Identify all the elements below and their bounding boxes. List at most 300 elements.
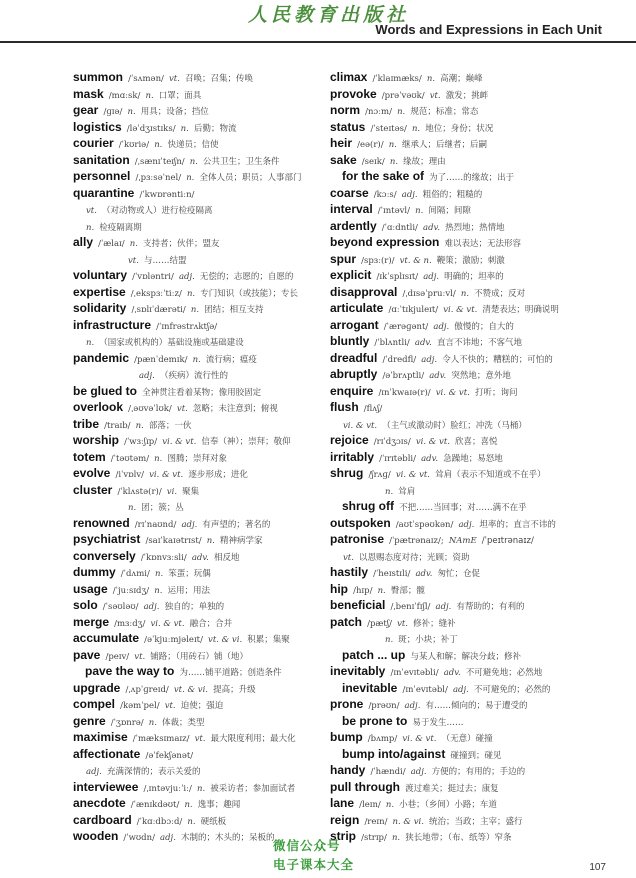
- watermark-line-1: 微信公众号: [273, 838, 341, 853]
- phonetic: /kɔːs/: [373, 189, 397, 200]
- part-of-speech: adv.: [421, 453, 439, 464]
- headword: accumulate: [73, 631, 140, 645]
- part-of-speech: vt.: [397, 618, 409, 629]
- part-of-speech: adj.: [139, 371, 155, 381]
- definition: 不赞成；反对: [474, 288, 526, 299]
- headword: norm: [330, 103, 360, 117]
- phonetic: /ˈælaɪ/: [98, 239, 125, 249]
- part-of-speech: n.: [184, 800, 193, 810]
- headword: spur: [330, 251, 357, 266]
- glossary-entry: [73, 712, 343, 729]
- definition: 充满深情的；表示关爱的: [106, 767, 201, 777]
- glossary-entry: [330, 761, 600, 778]
- definition: 笨蛋；玩偶: [168, 569, 211, 579]
- part-of-speech: n.: [154, 140, 163, 150]
- headword: handy: [330, 763, 366, 777]
- headword: patch: [330, 614, 363, 629]
- phonetic: /ˈdʌmi/: [120, 569, 150, 579]
- phonetic: /flʌʃ/: [363, 404, 383, 414]
- headword: irritably: [330, 449, 375, 464]
- phonetic: /ˈheɪstɪli/: [373, 569, 411, 579]
- glossary-entry: [330, 85, 600, 102]
- headword: be glued to: [73, 383, 137, 398]
- glossary-entry: [330, 101, 600, 118]
- phonetic: /ˈklaɪmæks/: [372, 74, 422, 84]
- glossary-entry: [73, 563, 343, 580]
- headword: interval: [330, 202, 373, 216]
- part-of-speech: n.: [385, 800, 395, 810]
- definition: 统治；当政；主宰；盛行: [429, 816, 523, 827]
- headword: arrogant: [330, 317, 379, 332]
- definition: 为……铺平道路；创造条件: [179, 668, 282, 678]
- phonetic: /rɪˈdʒɔɪs/: [373, 437, 411, 447]
- definition: 逸事；趣闻: [197, 800, 241, 810]
- definition: （对动物或人）进行检疫隔离: [102, 206, 213, 216]
- part-of-speech: n.: [154, 585, 163, 596]
- phonetic: /ɪnˈevɪtəbl/: [402, 684, 448, 695]
- definition: 突然地；意外地: [451, 371, 511, 381]
- glossary-entry: [330, 398, 600, 415]
- definition: 坦率的；直言不讳的: [479, 519, 556, 530]
- headword: gear: [73, 103, 99, 117]
- headword: summon: [73, 70, 124, 84]
- definition: 迫使；强迫: [180, 701, 224, 711]
- definition: 全体人员；职员；人事部门: [199, 173, 302, 183]
- definition: 信奉（神）；崇拜；敬仰: [201, 437, 291, 447]
- definition: 臀部；髋: [390, 585, 425, 596]
- glossary-entry: [73, 745, 343, 762]
- phonetic: /ˈkɒnvɜːsli/: [140, 552, 187, 563]
- phonetic: /kəmˈpel/: [120, 701, 160, 711]
- part-of-speech: vi. & vt.: [443, 305, 478, 315]
- definition: 部落；一伙: [148, 420, 192, 431]
- part-of-speech: n.: [397, 107, 406, 117]
- entry-continuation: [73, 365, 343, 382]
- headword: prone: [330, 697, 364, 711]
- glossary-entry: [73, 431, 343, 448]
- part-of-speech: vt. & vi.: [208, 635, 243, 645]
- headword: interviewee: [73, 779, 139, 794]
- headword: disapproval: [330, 284, 398, 299]
- definition: 斑；小块；补丁: [398, 635, 458, 645]
- headword: anecdote: [73, 796, 126, 810]
- phonetic: /ˌsɒlɪˈdærəti/: [131, 305, 186, 315]
- part-of-speech: adv.: [443, 668, 461, 678]
- headword: compel: [73, 697, 116, 711]
- part-of-speech: adj.: [178, 272, 195, 282]
- part-of-speech: vi.: [166, 486, 178, 497]
- headword: shrug: [330, 466, 364, 480]
- entry-continuation: [330, 629, 600, 646]
- glossary-entry: [330, 745, 600, 762]
- definition: 相反地: [213, 552, 240, 563]
- definition: 间隔；间隙: [428, 206, 471, 216]
- part-of-speech: vt.: [128, 255, 139, 266]
- glossary-entry: [73, 695, 343, 712]
- definition: 全神贯注看着某物；像用胶固定: [142, 387, 262, 398]
- glossary-entry: [73, 316, 343, 333]
- phonetic: /ˈɪrɪtəbli/: [379, 453, 416, 464]
- headword: ardently: [330, 218, 377, 233]
- headword: flush: [330, 400, 359, 414]
- part-of-speech: adj.: [86, 767, 102, 777]
- phonetic: /reɪn/: [364, 816, 388, 827]
- part-of-speech: adj.: [421, 354, 438, 365]
- glossary-entry: [330, 497, 600, 514]
- headword: abruptly: [330, 367, 378, 381]
- watermark-line-2: 电子课本大全: [273, 857, 355, 872]
- headword: wooden: [73, 829, 119, 843]
- glossary-entry: [330, 68, 600, 85]
- glossary-entry: [73, 464, 343, 481]
- phonetic: /ˈtəʊtəm/: [110, 453, 150, 464]
- glossary-entry: [330, 134, 600, 151]
- phonetic: /əˈfekʃənət/: [145, 750, 194, 761]
- part-of-speech: vt.: [86, 206, 97, 216]
- phonetic: /saɪˈkaɪətrɪst/: [145, 536, 202, 546]
- glossary-column-left: [73, 68, 343, 844]
- glossary-entry: [330, 382, 600, 399]
- glossary-entry: [330, 151, 600, 168]
- part-of-speech: adv.: [423, 222, 441, 233]
- glossary-entry: [330, 167, 600, 184]
- headword: strip: [330, 829, 357, 843]
- headword: pull through: [330, 779, 400, 794]
- definition: 急躁地；易怒地: [443, 453, 503, 464]
- glossary-entry: [73, 794, 343, 811]
- headword: lane: [330, 796, 355, 810]
- part-of-speech: vt.: [164, 701, 176, 711]
- definition: 继承人；后继者；后嗣: [401, 140, 487, 150]
- phonetic: /ˈɪntəvl/: [377, 206, 411, 216]
- page-number: 107: [589, 862, 606, 873]
- glossary-entry: [330, 448, 600, 465]
- phonetic: /ˌɪntəvjuːˈiː/: [143, 783, 192, 794]
- entry-continuation: [73, 761, 343, 778]
- definition: 鞭策；激励；刺激: [436, 255, 505, 266]
- part-of-speech: n.: [127, 107, 136, 117]
- glossary-entry: [73, 266, 343, 283]
- part-of-speech: n.: [154, 569, 164, 579]
- part-of-speech: n.: [186, 173, 195, 183]
- part-of-speech: n.: [206, 536, 215, 546]
- part-of-speech: n.: [135, 420, 144, 431]
- headword: sanitation: [73, 152, 130, 167]
- glossary-entry: [330, 827, 600, 844]
- headword: cardboard: [73, 812, 132, 827]
- glossary-entry: [73, 134, 343, 151]
- part-of-speech: n.: [189, 156, 198, 167]
- headword: merge: [73, 614, 110, 629]
- phonetic: /ˈmæksɪmaɪz/: [132, 734, 190, 744]
- entry-continuation: [73, 250, 343, 267]
- part-of-speech: vi. & vt.: [162, 437, 197, 447]
- glossary-entry: [73, 382, 343, 399]
- definition: 积累；集聚: [247, 635, 290, 645]
- definition: 修补；缝补: [413, 618, 456, 629]
- phonetic: /ˈwɜːʃɪp/: [124, 437, 158, 447]
- part-of-speech: n.: [389, 156, 399, 167]
- entry-continuation: [330, 415, 600, 432]
- definition: 缘故；理由: [403, 156, 446, 167]
- part-of-speech: adv.: [191, 552, 209, 563]
- headword: explicit: [330, 268, 372, 282]
- glossary-entry: [73, 283, 343, 300]
- phonetic: /ˌpɜːsəˈnel/: [135, 173, 182, 183]
- glossary-entry: [330, 596, 600, 613]
- glossary-entry: [330, 646, 600, 663]
- part-of-speech: vi. & vt.: [415, 437, 450, 447]
- glossary-entry: [73, 646, 343, 663]
- phonetic: /pætʃ/: [367, 618, 392, 629]
- definition: （主气或激动时）脸红；冲洗（马桶）: [382, 420, 527, 431]
- headword: beyond expression: [330, 235, 440, 249]
- phonetic: /ʃrʌɡ/: [368, 470, 391, 480]
- part-of-speech: vi. & vt.: [402, 734, 437, 744]
- headword: quarantine: [73, 185, 135, 200]
- definition: 有……倾向的；易于遭受的: [425, 701, 528, 711]
- definition: 傲慢的；自大的: [454, 321, 514, 332]
- phonetic: /ˈwʊdn/: [123, 833, 155, 843]
- glossary-entry: [73, 101, 343, 118]
- part-of-speech: n.: [154, 453, 163, 464]
- glossary-entry: [73, 679, 343, 696]
- part-of-speech: adv.: [415, 569, 433, 579]
- glossary-entry: [73, 662, 343, 679]
- definition: 召唤；召集；传唤: [185, 74, 254, 84]
- headword: overlook: [73, 400, 124, 414]
- glossary-entry: [330, 563, 600, 580]
- definition: 公共卫生；卫生条件: [203, 156, 280, 167]
- phonetic: /ˌsænɪˈteɪʃn/: [134, 156, 185, 167]
- headword: patch ... up: [342, 647, 406, 662]
- glossary-entry: [73, 811, 343, 828]
- phonetic: /ˈsteɪtəs/: [370, 123, 407, 134]
- definition: 高潮；巅峰: [440, 74, 483, 84]
- phonetic: /ˈkɑːdbɔːd/: [136, 816, 183, 827]
- phonetic: /ˈvɒləntri/: [132, 272, 174, 282]
- glossary-entry: [330, 266, 600, 283]
- phonetic: /ˈkʊriə/: [118, 140, 150, 150]
- phonetic: /spɜː(r)/: [361, 255, 395, 266]
- definition: 欣喜；喜悦: [455, 437, 498, 447]
- definition: /ˈpeɪtrənaɪz/: [481, 536, 534, 546]
- headword: bump: [330, 730, 363, 744]
- part-of-speech: n.: [86, 222, 95, 233]
- headword: solidarity: [73, 301, 127, 315]
- glossary-entry: [330, 118, 600, 135]
- glossary-entry: [73, 778, 343, 795]
- headword: upgrade: [73, 680, 121, 695]
- glossary-entry: [330, 184, 600, 201]
- definition: （无意）碰撞: [441, 734, 493, 744]
- definition: 与某人和解；解决分歧；修补: [410, 651, 521, 662]
- phonetic: /ˈklʌstə(r)/: [117, 486, 162, 497]
- part-of-speech: n.: [187, 816, 196, 827]
- phonetic: /əˈkjuːmjəleɪt/: [144, 635, 203, 645]
- part-of-speech: n.: [186, 288, 196, 299]
- glossary-entry: [330, 217, 600, 234]
- headword: genre: [73, 713, 106, 728]
- glossary-entry: [330, 580, 600, 597]
- definition: 易于发生……: [412, 717, 464, 728]
- glossary-entry: [330, 662, 600, 679]
- page-header-title: Words and Expressions in Each Unit: [375, 22, 602, 37]
- definition: 不可避免的；必然的: [473, 684, 551, 695]
- headword: conversely: [73, 548, 136, 563]
- glossary-entry: [73, 151, 343, 168]
- headword: coarse: [330, 185, 369, 200]
- headword: solo: [73, 598, 98, 612]
- phonetic: /eə(r)/: [357, 140, 384, 150]
- glossary-entry: [73, 167, 343, 184]
- phonetic: /ˈhændi/: [370, 767, 406, 777]
- glossary-entry: [73, 728, 343, 745]
- part-of-speech: adj.: [410, 767, 427, 777]
- phonetic: /leɪn/: [359, 800, 381, 810]
- definition: 快递员；信使: [167, 140, 219, 150]
- part-of-speech: n.: [129, 239, 138, 249]
- phonetic: /ˈkwɒrəntiːn/: [139, 189, 195, 200]
- glossary-entry: [330, 332, 600, 349]
- definition: 团；簇；丛: [141, 503, 184, 513]
- phonetic: /hɪp/: [353, 585, 373, 596]
- glossary-entry: [330, 794, 600, 811]
- phonetic: /ˈsəʊləʊ/: [102, 602, 139, 612]
- phonetic: /bʌmp/: [367, 734, 398, 744]
- part-of-speech: vt.: [429, 90, 441, 101]
- headword: personnel: [73, 169, 131, 183]
- part-of-speech: n.: [415, 206, 424, 216]
- definition: 提高；升级: [213, 684, 256, 695]
- definition: 融合；合并: [189, 618, 233, 629]
- glossary-entry: [330, 514, 600, 531]
- phonetic: /ˈɑːdntli/: [381, 222, 418, 233]
- phonetic: /ˈɪnfrəstrʌktʃə/: [156, 321, 218, 332]
- part-of-speech: n.: [180, 123, 189, 134]
- part-of-speech: n.: [128, 503, 137, 513]
- phonetic: /prəʊn/: [368, 701, 400, 711]
- definition: 独自的；单独的: [164, 602, 225, 612]
- definition: 图腾；崇拜对象: [167, 453, 227, 464]
- entry-continuation: [330, 547, 600, 564]
- part-of-speech: n.: [391, 833, 401, 843]
- part-of-speech: adj.: [423, 272, 440, 282]
- definition: 为了……的缘故；出于: [429, 173, 515, 183]
- part-of-speech: adj.: [160, 833, 176, 843]
- headword: beneficial: [330, 598, 386, 612]
- phonetic: /ləˈdʒɪstɪks/: [126, 123, 176, 134]
- definition: 地位；身份；状况: [425, 123, 494, 134]
- part-of-speech: n.: [190, 305, 200, 315]
- phonetic: /ˌdɪsəˈpruːvl/: [402, 288, 456, 299]
- headword: hastily: [330, 565, 369, 579]
- headword: expertise: [73, 284, 126, 299]
- part-of-speech: n.: [426, 74, 436, 84]
- part-of-speech: adj.: [458, 519, 475, 530]
- headword: infrastructure: [73, 317, 152, 332]
- headword: renowned: [73, 515, 130, 530]
- definition: 清楚表达；明确说明: [482, 305, 559, 315]
- part-of-speech: vt. & n.: [399, 255, 432, 266]
- headword: courier: [73, 136, 114, 150]
- part-of-speech: adv.: [414, 338, 432, 348]
- phonetic: /ɪnˈkwaɪə(r)/: [378, 387, 431, 398]
- glossary-entry: [330, 250, 600, 267]
- headword: outspoken: [330, 515, 391, 530]
- glossary-entry: [73, 85, 343, 102]
- headword: affectionate: [73, 746, 141, 761]
- definition: 口罩；面具: [158, 90, 202, 101]
- definition: 打听；询问: [474, 387, 518, 398]
- glossary-entry: [330, 316, 600, 333]
- entry-continuation: [73, 497, 343, 514]
- glossary-entry: [330, 233, 600, 250]
- phonetic: /peɪv/: [105, 651, 130, 662]
- part-of-speech: n.: [385, 486, 394, 497]
- headword: provoke: [330, 86, 377, 101]
- headword: dummy: [73, 565, 116, 579]
- headword: be prone to: [342, 713, 408, 728]
- phonetic: /strɪp/: [361, 833, 387, 843]
- definition: 团结；相互支持: [204, 305, 264, 315]
- glossary-entry: [73, 514, 343, 531]
- phonetic: /ˈænɪkdəʊt/: [130, 800, 180, 810]
- part-of-speech: vt.: [194, 734, 206, 744]
- definition: 方便的；有用的；手边的: [431, 767, 526, 777]
- glossary-entry: [73, 629, 343, 646]
- phonetic: /pænˈdemɪk/: [134, 354, 188, 365]
- headword: worship: [73, 433, 120, 447]
- definition: 直言不讳地；不客气地: [436, 338, 522, 348]
- phonetic: /ɡɪə/: [103, 107, 123, 117]
- headword: hip: [330, 581, 348, 596]
- headword: reign: [330, 812, 360, 827]
- glossary-entry: [73, 448, 343, 465]
- definition: 检疫隔离期: [99, 222, 142, 233]
- definition: 明确的；坦率的: [444, 272, 504, 282]
- entry-continuation: [73, 200, 343, 217]
- headword: psychiatrist: [73, 532, 141, 546]
- phonetic: /aʊtˈspəʊkən/: [395, 519, 454, 530]
- part-of-speech: adj.: [401, 189, 418, 200]
- part-of-speech: adj.: [181, 519, 198, 530]
- glossary-entry: [330, 431, 600, 448]
- phonetic: /nɔːm/: [365, 107, 392, 117]
- definition: 有声望的；著名的: [202, 519, 271, 530]
- part-of-speech: n. & vi.: [392, 816, 424, 827]
- headword: patronise: [330, 532, 385, 546]
- headword: climax: [330, 70, 368, 84]
- entry-continuation: [73, 217, 343, 234]
- headword: heir: [330, 136, 353, 150]
- phonetic: /ˈjuːsɪdʒ/: [112, 585, 150, 596]
- glossary-entry: [330, 530, 600, 547]
- phonetic: /prəˈvəʊk/: [381, 90, 425, 101]
- definition: 无偿的；志愿的；自愿的: [199, 272, 294, 282]
- headword: pave: [73, 647, 101, 662]
- part-of-speech: n.: [385, 635, 394, 645]
- phonetic: /ɪkˈsplɪsɪt/: [376, 272, 419, 282]
- definition: 专门知识（或技能）；专长: [200, 288, 298, 299]
- definition: （疾病）流行性的: [159, 371, 228, 381]
- definition: 流行病；瘟疫: [205, 354, 257, 365]
- glossary-entry: [330, 299, 600, 316]
- headword: logistics: [73, 119, 122, 134]
- headword: status: [330, 119, 366, 134]
- publisher-logo: 人民教育出版社: [248, 4, 410, 26]
- part-of-speech: n.: [148, 717, 157, 728]
